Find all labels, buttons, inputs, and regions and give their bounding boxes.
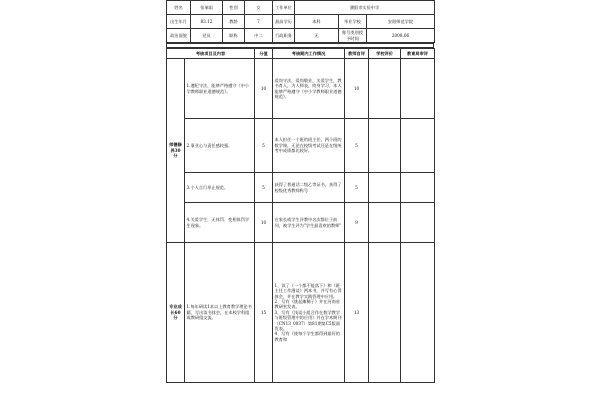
years-value: 7 <box>245 15 273 29</box>
self-score-cell: 9 <box>345 203 369 243</box>
school-eval-cell[interactable] <box>369 119 401 173</box>
table-row <box>167 59 435 119</box>
unit-label: 工作单位 <box>273 1 295 15</box>
self-score-cell: 5 <box>345 173 369 203</box>
name-value: 张瑞雨 <box>191 1 223 15</box>
situation-cell: 在家长或学生评教中名次都位于前列，被学生评为"学生最喜欢的教师" <box>273 203 345 243</box>
school-value: 安阳师范学院 <box>367 15 435 29</box>
school-eval-cell[interactable] <box>369 243 401 383</box>
self-score-cell: 10 <box>345 59 369 119</box>
score-cell: 5 <box>255 119 273 173</box>
teacher-info-table <box>166 0 435 43</box>
header-school: 学校评价 <box>369 49 401 59</box>
edu-value: 本科 <box>295 15 339 29</box>
situation-cell: 获得了普通话二级乙等证书，获得了校级优秀教师称号 <box>273 173 345 203</box>
party-value: 党员 <box>191 29 223 43</box>
bureau-eval-cell[interactable] <box>401 173 435 203</box>
award-label: 称号类别授予时间 <box>339 29 367 43</box>
table-row <box>167 119 435 173</box>
item-cell: 1.遵纪守法，能够严格遵守《中小学教师职业道德规范》。 <box>185 59 255 119</box>
info-row-3 <box>167 29 435 43</box>
edu-label: 最高学历 <box>273 15 295 29</box>
info-row-2 <box>167 15 435 29</box>
bureau-eval-cell[interactable] <box>401 119 435 173</box>
award-value: 2008.06 <box>367 29 435 43</box>
table-row <box>167 243 435 383</box>
header-self: 教师自评 <box>345 49 369 59</box>
item-cell: 4.关爱学生，无体罚、变相体罚学生现象。 <box>185 203 255 243</box>
school-label: 毕业学校 <box>339 15 367 29</box>
bureau-eval-cell[interactable] <box>401 203 435 243</box>
self-score-cell: 5 <box>345 119 369 173</box>
years-label: 教龄 <box>223 15 245 29</box>
title-value: 中二 <box>245 29 273 43</box>
header-score: 分值 <box>255 49 273 59</box>
gender-label: 性别 <box>223 1 245 15</box>
item-cell: 1.每年研读1本以上教育教学理论书籍，写出读书体会，在本校学科组或教研组交流。 <box>185 243 255 383</box>
bureau-eval-cell[interactable] <box>401 59 435 119</box>
admin-value: 无 <box>295 29 339 43</box>
score-cell: 10 <box>255 59 273 119</box>
birth-value: 83.12 <box>191 15 223 29</box>
school-eval-cell[interactable] <box>369 203 401 243</box>
birth-label: 出生年月 <box>167 15 191 29</box>
score-cell: 15 <box>255 243 273 383</box>
school-eval-cell[interactable] <box>369 59 401 119</box>
name-label: 姓名 <box>167 1 191 15</box>
table-row <box>167 203 435 243</box>
table-row <box>167 173 435 203</box>
header-bureau: 教育局审评 <box>401 49 435 59</box>
item-cell: 2.事业心与责任感较强。 <box>185 119 255 173</box>
situation-cell: 本人担任一个班的班主任，两个班的数学课，无论在校级考试还是在级统考中成绩都比较好。 <box>273 119 345 173</box>
title-label: 职称 <box>223 29 245 43</box>
section-label-ethics: 师德修养30分 <box>167 59 185 243</box>
party-label: 政治面貌 <box>167 29 191 43</box>
score-cell: 10 <box>255 203 273 243</box>
bureau-eval-cell[interactable] <box>401 243 435 383</box>
self-score-cell: 13 <box>345 243 369 383</box>
section-label-growth: 专业成长60分 <box>167 243 185 383</box>
evaluation-form-sheet <box>166 0 434 400</box>
spacer-row <box>167 44 434 48</box>
info-row-1 <box>167 1 435 15</box>
header-situation: 考核期内工作情况 <box>273 49 345 59</box>
unit-value: 濮阳市实验中学 <box>295 1 435 15</box>
gender-value: 女 <box>245 1 273 15</box>
situation-cell: 爱岗守法，爱岗敬业，关爱学生，教书育人，为人师表，终身学习，本人能够严格遵守《中小学教师职业道德规范》。 <box>273 59 345 119</box>
evaluation-table <box>166 48 435 383</box>
admin-label: 行政职务 <box>273 29 295 43</box>
header-row <box>167 49 435 59</box>
score-cell: 5 <box>255 173 273 203</box>
item-cell: 3.个人言行举止规范。 <box>185 173 255 203</box>
header-items: 考核项目及内容 <box>167 49 255 59</box>
situation-cell: 1、读了《一个都不能落下》和《班主任工作漫谈》两本书，并写有心得体会，并在教学实践管理中应用。 2、写有《挑起摊稀子》并在河南省教研室发表。 3、写有《浅谈小组合作在数学教学与班级管理中的应用》并在学术期刊（CN13_0037）第81期第C5版面发表。 4、写有《使每个学生都得到最好的教育和 <box>273 243 345 383</box>
school-eval-cell[interactable] <box>369 173 401 203</box>
